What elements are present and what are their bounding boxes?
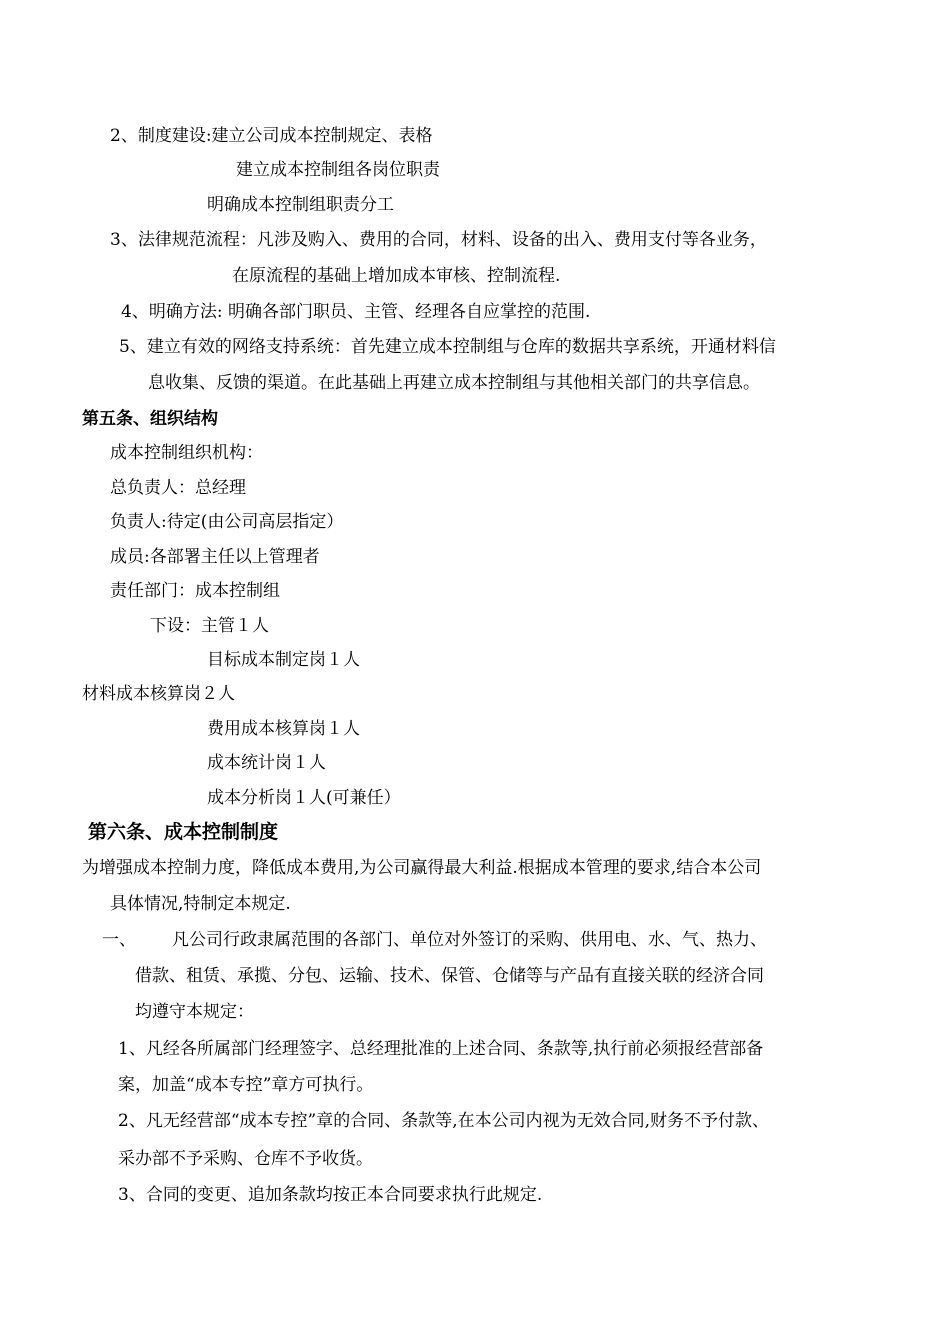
text-line: 均遵守本规定：	[135, 1002, 254, 1022]
text-line: 3、法律规范流程：凡涉及购入、费用的合同，材料、设备的出入、费用支付等各业务，	[110, 230, 767, 250]
text-line: 下设：主管１人	[150, 616, 269, 636]
text-line: 成本统计岗１人	[207, 753, 326, 773]
text-line: 费用成本核算岗１人	[207, 719, 360, 739]
text-line: 5、建立有效的网络支持系统：首先建立成本控制组与仓库的数据共享系统，开通材料信	[119, 337, 776, 357]
text-line: 成本控制组织机构：	[110, 443, 263, 463]
text-line: 为增强成本控制力度，降低成本费用,为公司赢得最大利益.根据成本管理的要求,结合本公司	[82, 858, 762, 878]
text-line: 3、合同的变更、追加条款均按正本合同要求执行此规定.	[118, 1185, 543, 1205]
text-line: 建立成本控制组各岗位职责	[236, 160, 440, 180]
text-line: 借款、租赁、承揽、分包、运输、技术、保管、仓储等与产品有直接关联的经济合同	[135, 966, 764, 986]
section-heading: 第六条、成本控制制度	[88, 821, 279, 843]
text-line: 2、制度建设:建立公司成本控制规定、表格	[110, 126, 433, 146]
text-line: 4、明确方法: 明确各部门职员、主管、经理各自应掌控的范围.	[121, 302, 591, 322]
text-line: 凡公司行政隶属范围的各部门、单位对外签订的采购、供用电、水、气、热力、	[172, 930, 767, 950]
text-line: 材料成本核算岗２人	[82, 684, 235, 704]
text-line: 成员:各部署主任以上管理者	[110, 547, 320, 567]
section-heading: 第五条、组织结构	[82, 409, 218, 429]
text-line: 目标成本制定岗１人	[207, 650, 360, 670]
text-line: 息收集、反馈的渠道。在此基础上再建立成本控制组与其他相关部门的共享信息。	[148, 373, 760, 393]
text-line: 在原流程的基础上增加成本审核、控制流程.	[232, 266, 561, 286]
text-line: 总负责人：总经理	[110, 478, 246, 498]
text-line: 责任部门：成本控制组	[110, 581, 280, 601]
list-marker: 一、	[102, 930, 136, 950]
text-line: 案，加盖“成本专控”章方可执行。	[118, 1075, 374, 1095]
text-line: 明确成本控制组职责分工	[207, 195, 394, 215]
text-line: 具体情况,特制定本规定.	[110, 894, 291, 914]
text-line: 采办部不予采购、仓库不予收货。	[118, 1149, 373, 1169]
text-line: 1、凡经各所属部门经理签字、总经理批准的上述合同、条款等,执行前必须报经营部备	[118, 1039, 764, 1059]
text-line: 负责人:待定(由公司高层指定）	[110, 512, 344, 532]
text-line: 成本分析岗１人(可兼任）	[207, 788, 401, 808]
text-line: 2、凡无经营部“成本专控”章的合同、条款等,在本公司内视为无效合同,财务不予付款、	[118, 1111, 770, 1131]
